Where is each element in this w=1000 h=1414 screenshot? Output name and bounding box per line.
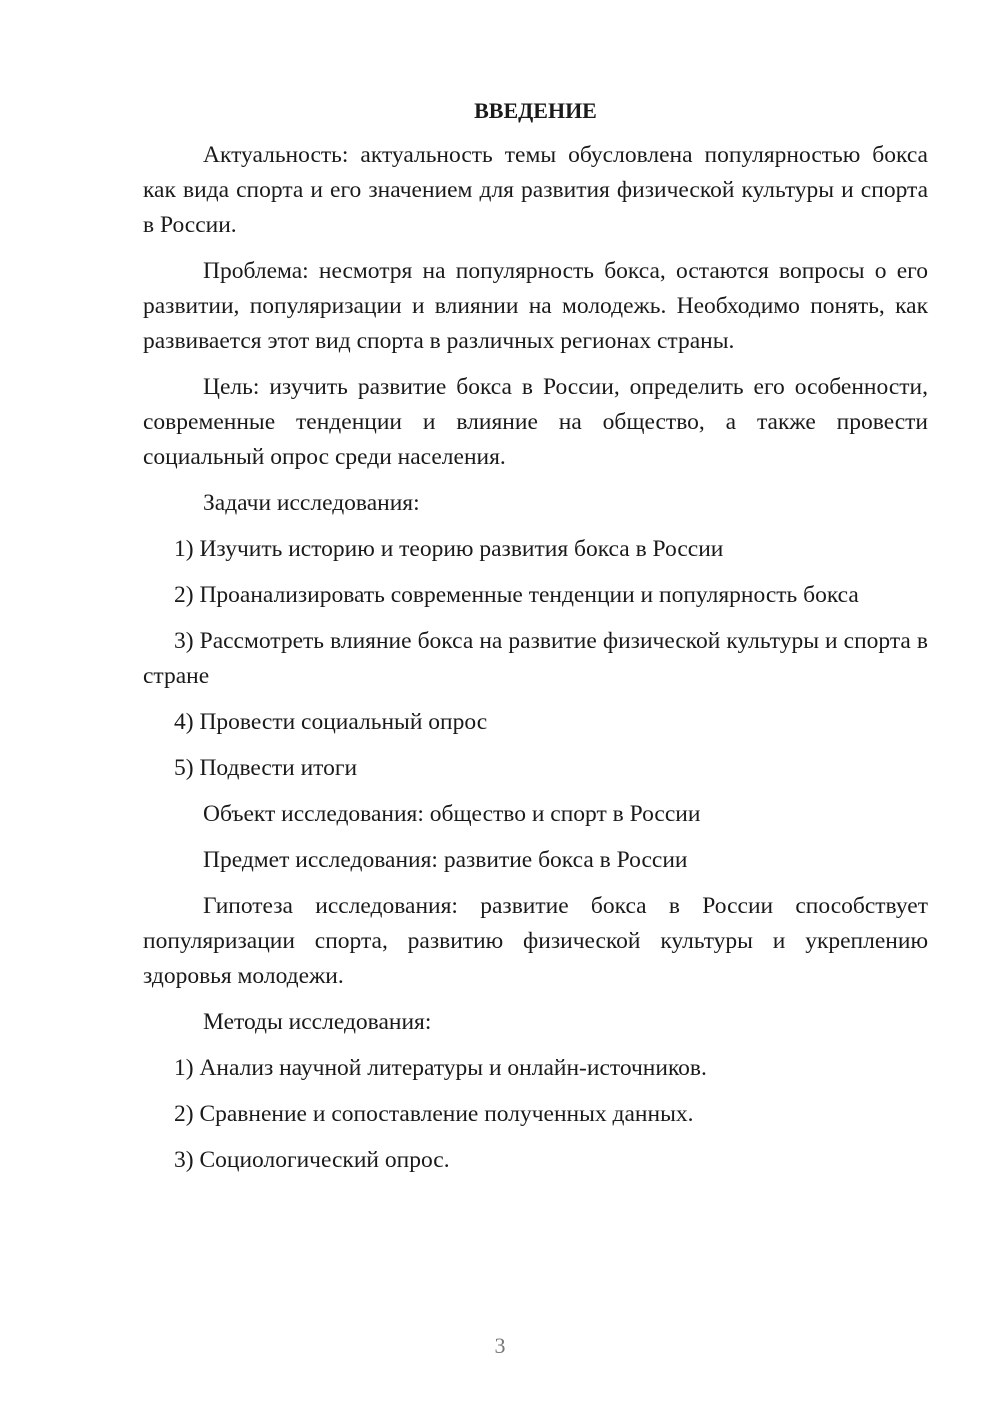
method-item: 3) Социологический опрос. (174, 1147, 450, 1173)
tasks-heading: Задачи исследования: (203, 490, 420, 516)
method-item: 1) Анализ научной литературы и онлайн-источников. (174, 1055, 707, 1081)
method-item: 2) Сравнение и сопоставление полученных данных. (174, 1101, 694, 1127)
page-number: 3 (494, 1333, 506, 1358)
methods-heading: Методы исследования: (203, 1009, 432, 1035)
subject-line: Предмет исследования: развитие бокса в России (203, 847, 688, 873)
hypothesis-paragraph: Гипотеза исследования: развитие бокса в России способствует популяризации спорта, развитию физической культуры и укреплению здоровья молодежи. (143, 893, 928, 989)
section-title: ВВЕДЕНИЕ (474, 98, 597, 123)
relevance-paragraph: Актуальность: актуальность темы обусловлена популярностью бокса как вида спорта и его значением для развития физической культуры и спорта в России. (143, 142, 928, 238)
task-item: 2) Проанализировать современные тенденции и популярность бокса (174, 582, 859, 608)
page-content (143, 94, 928, 1189)
task-item: 3) Рассмотреть влияние бокса на развитие физической культуры и спорта в стране (143, 628, 928, 689)
task-item: 1) Изучить историю и теорию развития бокса в России (174, 536, 724, 562)
object-line: Объект исследования: общество и спорт в России (203, 801, 701, 827)
problem-paragraph: Проблема: несмотря на популярность бокса, остаются вопросы о его развитии, популяризации и влиянии на молодежь. Необходимо понять, как развивается этот вид спорта в различных регионах страны. (143, 258, 928, 354)
task-item: 4) Провести социальный опрос (174, 709, 488, 735)
task-item: 5) Подвести итоги (174, 755, 358, 781)
goal-paragraph: Цель: изучить развитие бокса в России, определить его особенности, современные тенденции и влияние на общество, а также провести социальный опрос среди населения. (143, 374, 928, 470)
